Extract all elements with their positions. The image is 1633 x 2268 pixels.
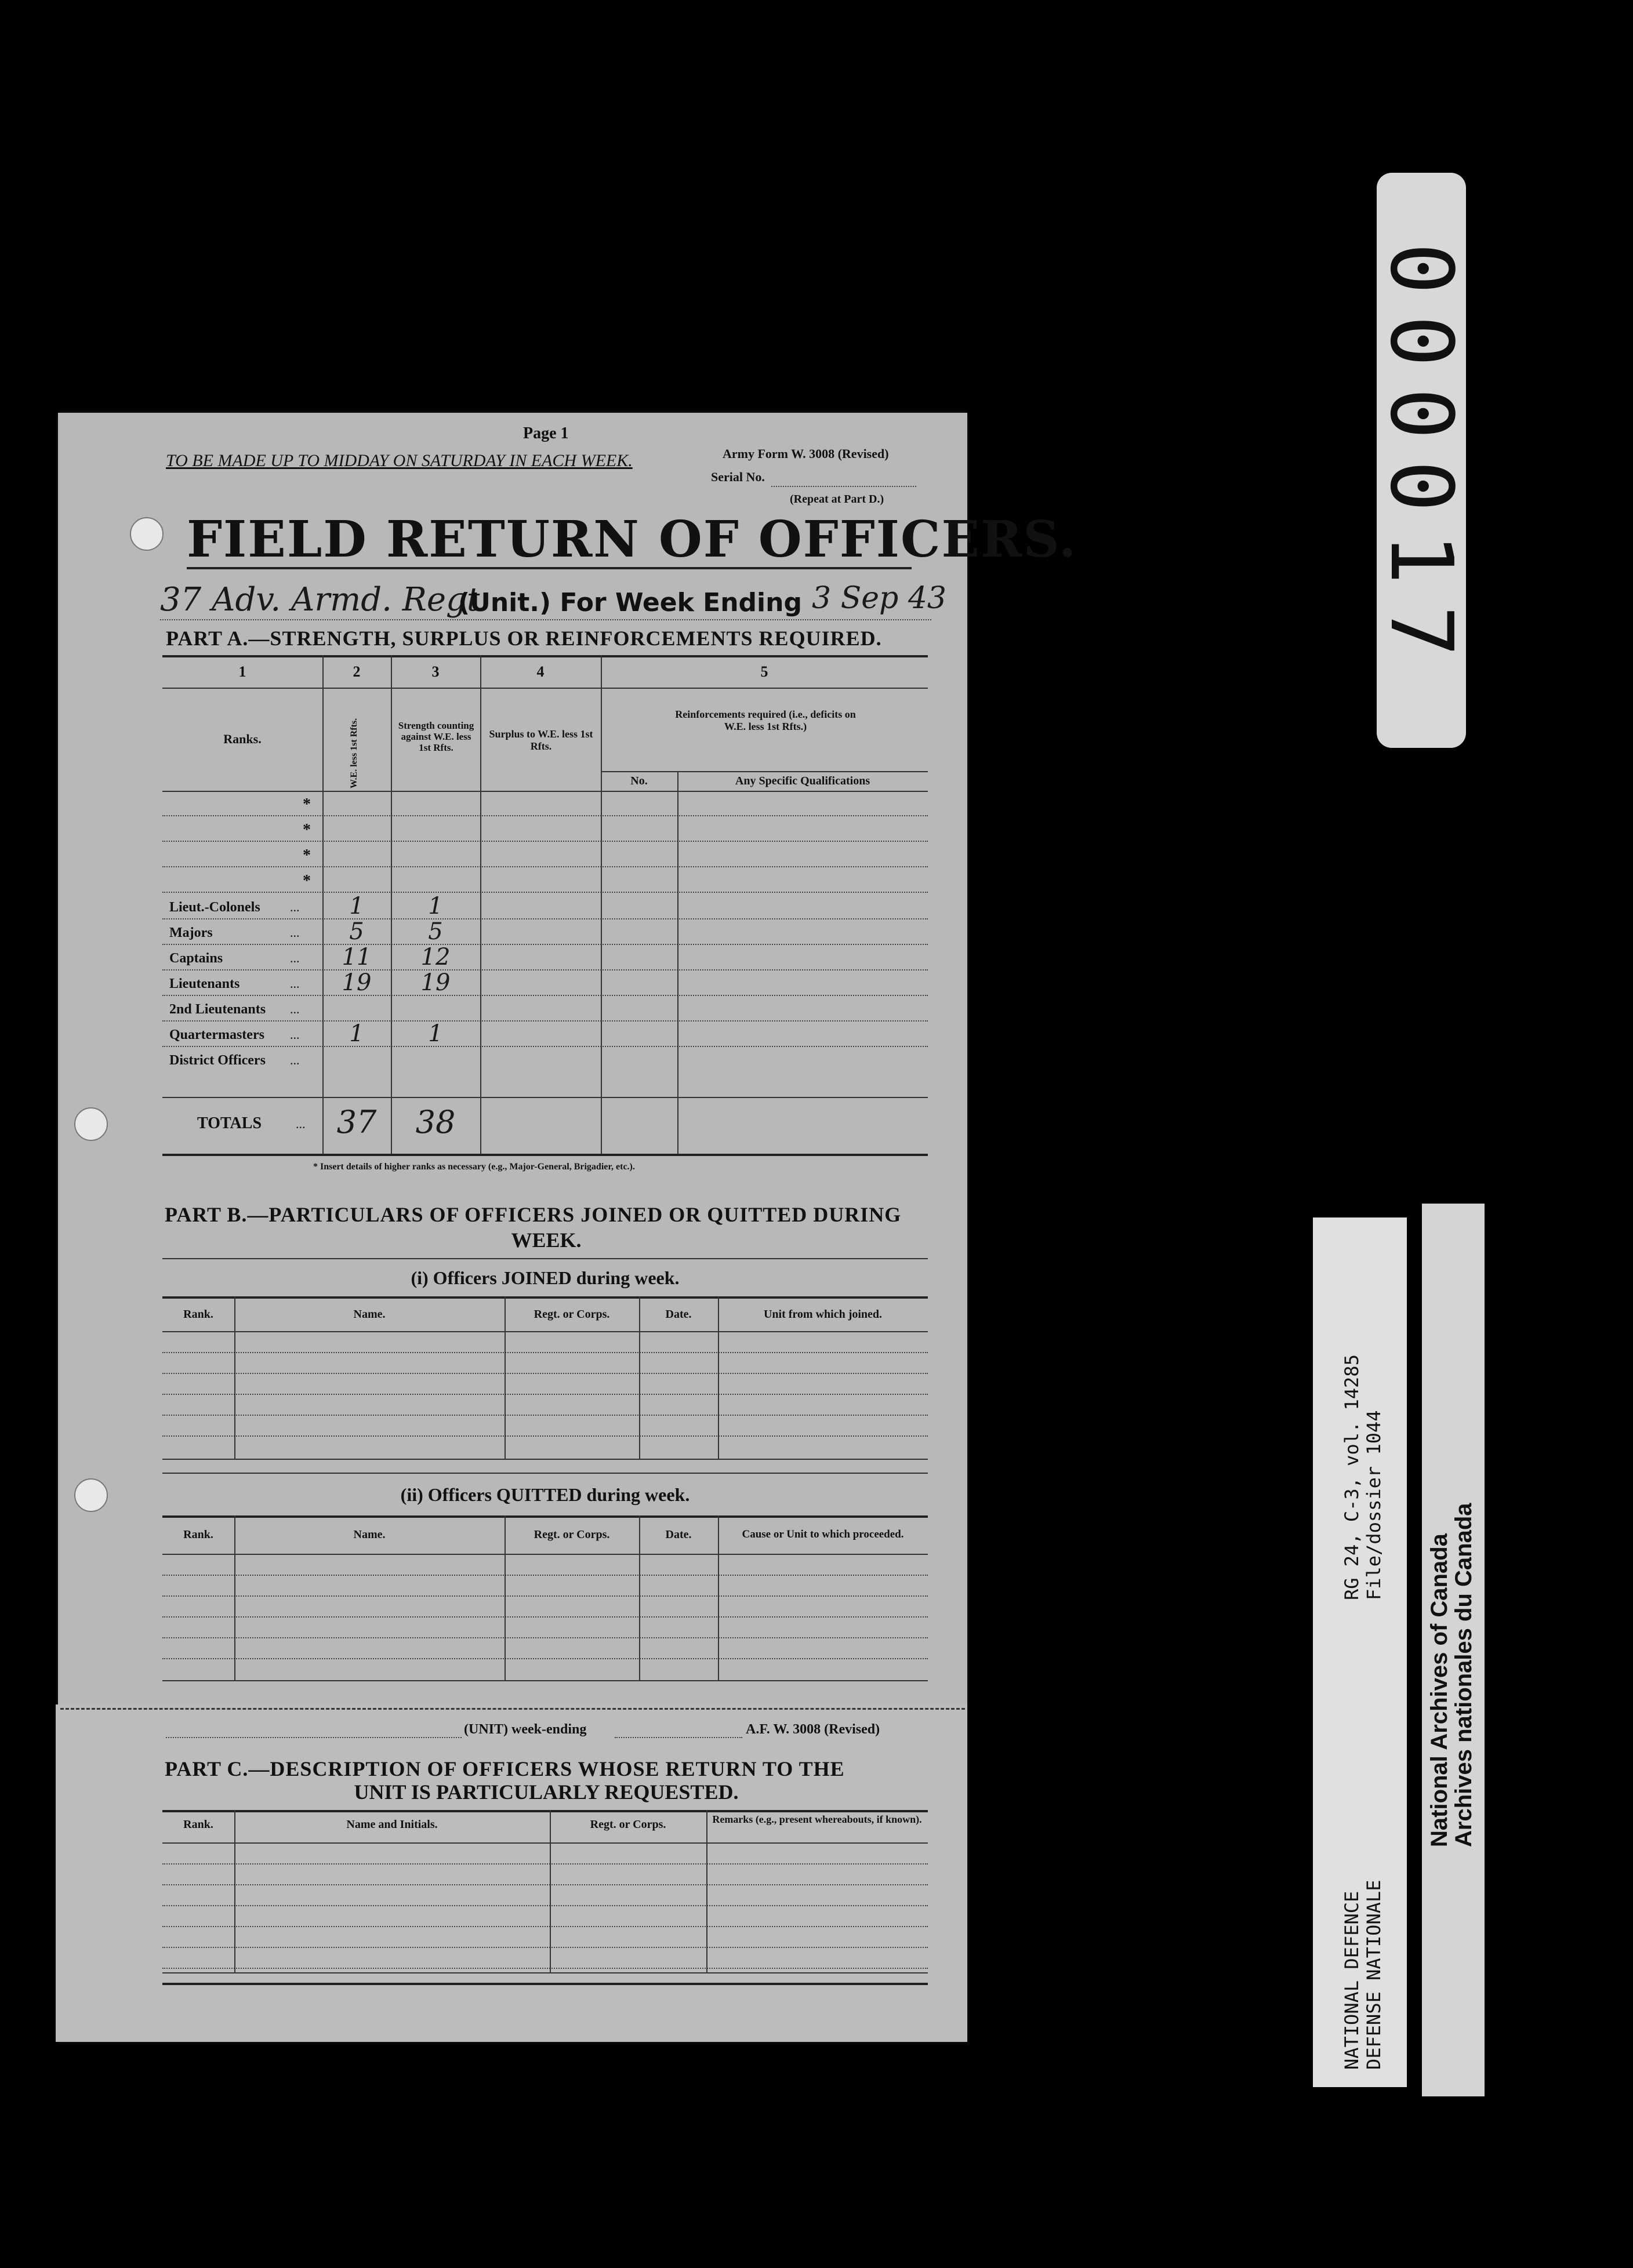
rank-label: Captains bbox=[169, 951, 223, 966]
totals-we: 37 bbox=[336, 1104, 377, 1140]
col-strength: Strength counting against W.E. less 1st Rfts. bbox=[398, 720, 474, 753]
form-content: Page 1 TO BE MADE UP TO MIDDAY ON SATURDAY IN EACH WEEK. Army Form W. 3008 (Revised) Serial No. (Repeat at Part D.) FIELD RETURN OF OFFICERS. 37 Adv. Armd. Regt (Unit.) For Week Ending 3 Sep 43 PART A.—STRENGTH, SURPLUS OR REINFORCEMENTS REQUIRED. 1 2 3 4 5 Ranks. W.E. less 1st Rfts. Strength counting against W.E. less 1st Rfts. Surplus to W.E. less 1st Rfts. Reinforcements required (i.e., deficits on W.E. less 1st Rfts.) No. Any Specific Qualifications * * * * Lieut.-Colonels ... 1 1 Majors ... 5 5 Captains ... 11 12 Lieutenants ... 19 19 2nd Lieutenants ... Quartermasters ... 1 1 District Officers ... TOTALS ... 37 38 * Insert details of higher ranks as necessary (e.g., Major-General, Brigadier, etc.). PART B.—PARTICULARS OF OFFICERS JOINED OR QUITTED DURING WEEK. (i) Officers JOINED during week. Rank. Name. Regt. or Corps. Date. Unit from which joined. (ii) Officers QUITTED during week. Rank. Name. Regt. or Corps. Date. Cause or Unit to which proceeded. (UNIT) week-ending A.F. W. 3008 (Revised) PART C.—DESCRIPTION OF OFFICERS WHOSE RETURN TO THE UNIT IS PARTICULARLY REQUESTED. Rank. Name and Initials. Regt. or Corps. Remarks (e.g., present whereabouts, if known). bbox=[0, 0, 1633, 2268]
col-surplus: Surplus to W.E. less 1st Rfts. bbox=[489, 728, 593, 752]
form-number: Army Form W. 3008 (Revised) bbox=[723, 446, 889, 461]
frame-number-label bbox=[1371, 173, 1471, 748]
strength-value: 1 bbox=[428, 893, 443, 919]
frame-number: 000017 bbox=[1371, 242, 1471, 678]
we-value: 11 bbox=[342, 944, 372, 971]
reference-line1: RG 24, C-3, vol. 14285 bbox=[1341, 1354, 1363, 1600]
part-b-heading: PART B.—PARTICULARS OF OFFICERS JOINED OR QUITTED DURING bbox=[165, 1203, 902, 1226]
strength-value: 1 bbox=[428, 1020, 443, 1047]
rank-label: Lieut.-Colonels bbox=[169, 900, 260, 915]
part-a-heading: PART A.—STRENGTH, SURPLUS OR REINFORCEMENTS REQUIRED. bbox=[166, 627, 882, 650]
strength-value: 19 bbox=[420, 969, 451, 996]
unit-handwritten: 37 Adv. Armd. Regt bbox=[160, 581, 480, 619]
archives-line1: National Archives of Canada bbox=[1427, 1533, 1452, 1847]
dept-line1: NATIONAL DEFENCE bbox=[1341, 1891, 1363, 2070]
rank-label: Quartermasters bbox=[169, 1027, 264, 1042]
col-no: No. bbox=[630, 775, 648, 787]
archives-line2: Archives nationales du Canada bbox=[1451, 1503, 1476, 1847]
rank-label: District Officers bbox=[169, 1053, 266, 1068]
rank-label: Lieutenants bbox=[169, 976, 240, 991]
joined-heading: (i) Officers JOINED during week. bbox=[411, 1267, 680, 1288]
serial-label: Serial No. bbox=[711, 470, 765, 484]
we-value: 1 bbox=[349, 893, 364, 919]
unit-label: (Unit.) For Week Ending bbox=[458, 588, 802, 617]
strength-value: 5 bbox=[428, 918, 443, 945]
strength-value: 12 bbox=[420, 944, 451, 971]
col-ranks: Ranks. bbox=[223, 732, 262, 746]
rank-label: Majors bbox=[169, 925, 213, 940]
reference-label bbox=[1313, 1217, 1407, 2087]
page-number: Page 1 bbox=[523, 424, 569, 442]
we-value: 19 bbox=[342, 969, 372, 996]
archives-label bbox=[1422, 1204, 1485, 2096]
col-qualifications: Any Specific Qualifications bbox=[735, 775, 870, 787]
rank-label: 2nd Lieutenants bbox=[169, 1002, 266, 1017]
repeat-note: (Repeat at Part D.) bbox=[790, 493, 884, 506]
reference-line2: File/dossier 1044 bbox=[1363, 1410, 1385, 1600]
form-number-c: A.F. W. 3008 (Revised) bbox=[746, 1722, 880, 1737]
tear-line bbox=[60, 1708, 965, 1710]
totals-strength: 38 bbox=[415, 1104, 456, 1140]
footnote: * Insert details of higher ranks as necessary (e.g., Major-General, Brigadier, etc.). bbox=[313, 1162, 635, 1172]
col-we: W.E. less 1st Rfts. bbox=[349, 718, 359, 788]
unit-week-ending: (UNIT) week-ending bbox=[464, 1722, 587, 1737]
dept-line2: DEFENSE NATIONALE bbox=[1363, 1880, 1385, 2070]
quitted-heading: (ii) Officers QUITTED during week. bbox=[400, 1484, 690, 1505]
week-ending-handwritten: 3 Sep 43 bbox=[812, 581, 946, 616]
instruction: TO BE MADE UP TO MIDDAY ON SATURDAY IN EACH WEEK. bbox=[166, 451, 633, 470]
we-value: 5 bbox=[349, 918, 364, 945]
form-title: FIELD RETURN OF OFFICERS. bbox=[187, 510, 1077, 569]
col-reinforcements: Reinforcements required (i.e., deficits on W.E. less 1st Rfts.) bbox=[675, 708, 856, 732]
part-c-heading: PART C.—DESCRIPTION OF OFFICERS WHOSE RETURN TO THE bbox=[165, 1757, 845, 1780]
we-value: 1 bbox=[349, 1020, 364, 1047]
totals-label: TOTALS bbox=[197, 1114, 262, 1132]
